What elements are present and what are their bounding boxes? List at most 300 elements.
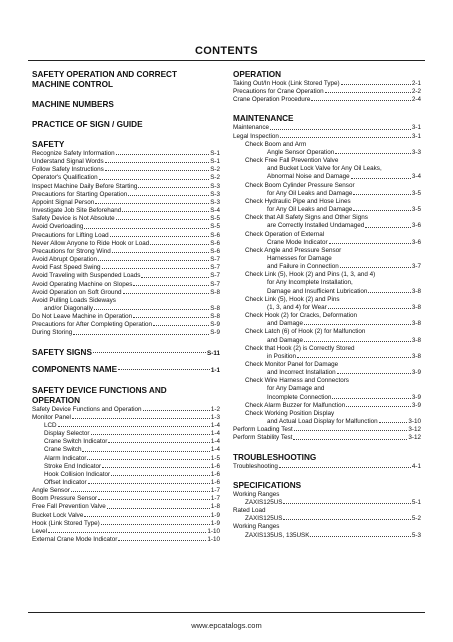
toc-entry[interactable] <box>233 402 421 410</box>
toc-entry-page: 3-12 <box>408 434 421 442</box>
toc-entry-page: 1-9 <box>210 519 220 527</box>
toc-entry-title: Check Free Fall Prevention Valve <box>245 157 339 165</box>
toc-entry[interactable] <box>233 523 421 531</box>
toc-entry[interactable] <box>32 455 220 463</box>
dot-leader <box>143 410 210 411</box>
dot-leader <box>107 508 210 509</box>
toc-entry[interactable] <box>32 281 220 289</box>
toc-entry-page: 3-8 <box>411 320 421 328</box>
toc-entry[interactable] <box>233 377 421 385</box>
toc-entry-page: 3-4 <box>411 173 421 181</box>
toc-entry-page: 1-4 <box>210 421 220 429</box>
toc-entry-title: Check Operation of External <box>245 230 325 238</box>
toc-entry-page: 3-6 <box>411 238 421 246</box>
dot-leader <box>102 467 210 468</box>
toc-entry-page: 3-7 <box>411 263 421 271</box>
toc-entry[interactable] <box>233 385 421 393</box>
toc-entry-page: S-6 <box>210 239 220 247</box>
toc-entry[interactable] <box>233 532 421 540</box>
toc-entry[interactable] <box>32 520 220 528</box>
toc-entry[interactable] <box>233 304 421 312</box>
toc-entry-title: Maintenance <box>233 124 270 132</box>
toc-entry-page: 3-9 <box>411 369 421 377</box>
toc-entry[interactable] <box>233 328 421 336</box>
toc-entry[interactable] <box>32 256 220 264</box>
toc-entry[interactable] <box>233 190 421 198</box>
toc-entry-title: Working Ranges <box>233 523 280 531</box>
bottom-rule <box>28 612 425 613</box>
dot-leader <box>138 187 209 188</box>
dot-leader <box>329 243 411 244</box>
safety-list <box>32 150 220 338</box>
toc-entry[interactable] <box>32 536 220 544</box>
toc-entry-page: 1-7 <box>210 487 220 495</box>
toc-entry-title: Crane Switch <box>44 446 82 454</box>
toc-entry[interactable] <box>233 410 421 418</box>
dot-leader <box>294 430 408 431</box>
toc-entry[interactable] <box>233 255 421 263</box>
toc-entry[interactable] <box>233 247 421 255</box>
toc-entry-title: Check Link (5), Hook (2) and Pins <box>245 295 340 303</box>
dot-leader <box>99 179 210 180</box>
toc-entry-title: During Storing <box>32 329 73 337</box>
toc-entry-page: 3-5 <box>411 189 421 197</box>
toc-entry-title: Display Selector <box>44 430 90 438</box>
specifications-list <box>233 491 421 540</box>
dot-leader <box>118 540 206 541</box>
toc-entry[interactable] <box>233 418 421 426</box>
toc-entry-title: Incomplete Connection <box>267 393 332 401</box>
toc-entry-page: S-9 <box>210 329 220 337</box>
toc-entry[interactable] <box>233 231 421 239</box>
toc-entry[interactable] <box>32 264 220 272</box>
dot-leader <box>353 194 410 195</box>
toc-entry-title: Avoid Operating Machine on Slopes <box>32 280 133 288</box>
toc-entry[interactable] <box>32 248 220 256</box>
toc-entry[interactable] <box>32 215 220 223</box>
dot-leader <box>123 293 210 294</box>
toc-entry-page: 1-4 <box>210 430 220 438</box>
dot-leader <box>82 451 209 452</box>
dot-leader <box>95 203 209 204</box>
toc-entry[interactable] <box>233 198 421 206</box>
toc-entry[interactable] <box>233 239 421 247</box>
toc-entry[interactable] <box>32 471 220 479</box>
toc-entry-title: Check Link (5), Hook (2) and Pins (1, 3, and 4) <box>245 271 376 279</box>
dot-leader <box>128 195 209 196</box>
maintenance-list <box>233 124 421 442</box>
toc-entry[interactable] <box>233 80 421 88</box>
toc-entry-title: Check Boom Cylinder Pressure Sensor <box>245 181 355 189</box>
toc-entry-title: Inspect Machine Daily Before Starting <box>32 182 138 190</box>
toc-entry-title: Do Not Leave Machine in Operation <box>32 313 133 321</box>
toc-entry-title: External Crane Mode Indicator <box>32 536 118 544</box>
toc-entry-title: Never Allow Anyone to Ride Hook or Load <box>32 239 150 247</box>
toc-entry[interactable] <box>32 430 220 438</box>
right-column <box>233 70 421 540</box>
toc-entry[interactable] <box>233 214 421 222</box>
toc-entry[interactable] <box>233 320 421 328</box>
dot-leader <box>84 228 209 229</box>
dot-leader <box>111 475 210 476</box>
toc-entry-page: 5-1 <box>411 498 421 506</box>
dot-leader <box>297 357 411 358</box>
toc-entry[interactable] <box>32 183 220 191</box>
toc-entry-title: Precautions for Starting Operation <box>32 190 128 198</box>
toc-entry-title: Troubleshooting <box>233 462 278 470</box>
toc-entry-page: 3-9 <box>411 393 421 401</box>
toc-entry[interactable] <box>233 491 421 499</box>
toc-entry-page: 1-2 <box>210 405 220 413</box>
toc-entry[interactable] <box>32 297 220 305</box>
toc-entry-title: and/or Diagonally <box>44 304 94 312</box>
toc-entry[interactable] <box>32 422 220 430</box>
toc-entry-title: Check Hook (2) for Cracks, Deformation <box>245 312 357 320</box>
toc-entry[interactable] <box>233 312 421 320</box>
toc-entry-title: and Damage <box>267 336 304 344</box>
toc-entry[interactable] <box>233 499 421 507</box>
toc-entry-page: 3-6 <box>411 222 421 230</box>
toc-entry[interactable] <box>32 305 220 313</box>
toc-entry-title: Check Working Position Display <box>245 409 335 417</box>
toc-entry-title: Harnesses for Damage <box>267 254 332 262</box>
toc-entry[interactable] <box>32 487 220 495</box>
toc-entry[interactable] <box>233 507 421 515</box>
toc-entry-title: Monitor Panel <box>32 413 71 421</box>
toc-entry-title: Crane Switch Indicator <box>44 438 108 446</box>
toc-entry-page: S-8 <box>210 313 220 321</box>
toc-entry-title: Investigate Job Site Beforehand <box>32 207 122 215</box>
toc-entry-title: ZAXIS125US <box>245 498 283 506</box>
toc-entry[interactable] <box>233 182 421 190</box>
toc-entry-title: (1, 3, and 4) for Wear <box>267 303 327 311</box>
toc-entry-title: Angle Sensor <box>32 487 70 495</box>
toc-entry-title: ZAXIS125US <box>245 515 283 523</box>
top-rule <box>28 60 425 61</box>
operation-list <box>233 80 421 104</box>
toc-entry[interactable] <box>32 528 220 536</box>
toc-entry-title: Damage and Insufficient Lubrication <box>267 287 368 295</box>
toc-entry-page: S-7 <box>210 280 220 288</box>
toc-entry-title: Check that All Safety Signs and Other Signs <box>245 214 368 222</box>
toc-entry-title: and Bucket Lock Valve for Any Oil Leaks, <box>267 165 382 173</box>
toc-entry-page: 1-6 <box>210 462 220 470</box>
dot-leader <box>110 236 210 237</box>
toc-entry-page: S-9 <box>210 321 220 329</box>
dot-leader <box>72 418 210 419</box>
toc-entry-page: 3-9 <box>411 401 421 409</box>
dot-leader <box>122 211 209 212</box>
toc-entry-title: Abnormal Noise and Damage <box>267 173 350 181</box>
toc-entry-page: 5-2 <box>411 515 421 523</box>
toc-entry-title: Check that Hook (2) is Correctly Stored <box>245 344 355 352</box>
toc-entry-page: S-4 <box>210 207 220 215</box>
toc-entry[interactable] <box>233 515 421 523</box>
toc-entry-page: S-7 <box>210 272 220 280</box>
toc-entry[interactable] <box>32 191 220 199</box>
toc-entry-title: Avoid Abrupt Operation <box>32 256 97 264</box>
toc-entry-title: Rated Load <box>233 507 266 515</box>
toc-entry-page: S-3 <box>210 190 220 198</box>
toc-entry[interactable] <box>32 223 220 231</box>
toc-entry-title: Hook Collision Indicator <box>44 470 111 478</box>
dot-leader <box>84 516 210 517</box>
toc-entry-title: for Any Oil Leaks and Damage <box>267 189 353 197</box>
dot-leader <box>351 178 411 179</box>
toc-entry-page: S-1 <box>210 150 220 157</box>
toc-entry-page: 1-3 <box>210 413 220 421</box>
toc-entry[interactable] <box>233 88 421 96</box>
toc-entry-title: Check Boom and Arm <box>245 140 307 148</box>
dot-leader <box>270 129 411 130</box>
toc-entry[interactable] <box>233 141 421 149</box>
dot-leader <box>340 267 411 268</box>
dot-leader <box>293 439 407 440</box>
dot-leader <box>108 442 210 443</box>
toc-entry-title: Follow Safety Instructions <box>32 166 104 174</box>
toc-entry-title: Precautions for Lifting Load <box>32 231 109 239</box>
toc-entry-title: Working Ranges <box>233 490 280 498</box>
heading-practice-of-sign: PRACTICE OF SIGN / GUIDE <box>32 120 143 129</box>
toc-entry-title: Avoid Overloading <box>32 223 84 231</box>
toc-entry-page: 1-9 <box>210 511 220 519</box>
toc-entry-title: and Incorrect Installation <box>267 369 336 377</box>
toc-entry[interactable] <box>32 406 220 414</box>
footer-watermark: www.epcatalogs.com <box>191 621 262 630</box>
toc-entry-page: S-8 <box>210 304 220 312</box>
heading-troubleshooting: TROUBLESHOOTING <box>233 452 317 462</box>
dot-leader <box>88 483 210 484</box>
toc-entry[interactable] <box>233 222 421 230</box>
heading-safety-device: SAFETY DEVICE FUNCTIONS AND OPERATION <box>32 385 167 405</box>
dot-leader <box>335 153 411 154</box>
toc-entry-title: Free Fall Prevention Valve <box>32 503 106 511</box>
toc-entry[interactable] <box>233 353 421 361</box>
dot-leader <box>87 459 210 460</box>
toc-entry-page: 3-12 <box>408 426 421 434</box>
toc-entry-title: Bucket Lock Valve <box>32 511 84 519</box>
toc-entry-title: for Any Incomplete Installation, <box>267 279 353 287</box>
toc-entry[interactable] <box>32 166 220 174</box>
toc-entry-title: Safety Device is Not Absolute <box>32 215 115 223</box>
toc-entry-title: ZAXIS135US, 135USK <box>245 531 310 539</box>
dot-leader <box>98 499 210 500</box>
dot-leader <box>153 325 209 326</box>
toc-entry[interactable] <box>233 133 421 141</box>
heading-operation: OPERATION <box>233 70 282 79</box>
toc-entry-page: 1-4 <box>210 446 220 454</box>
dot-leader <box>105 162 210 163</box>
toc-entry-title: Check Hydraulic Pipe and Hose Lines <box>245 197 351 205</box>
toc-entry[interactable] <box>32 289 220 297</box>
dot-leader <box>353 210 410 211</box>
heading-components-name: COMPONENTS NAME 1-1 <box>32 364 220 374</box>
toc-entry[interactable] <box>32 414 220 422</box>
toc-entry[interactable] <box>233 279 421 287</box>
toc-entry-page: 3-1 <box>411 132 421 140</box>
toc-entry[interactable] <box>233 206 421 214</box>
toc-entry-title: Perform Loading Test <box>233 426 293 434</box>
toc-entry[interactable] <box>233 394 421 402</box>
toc-entry-title: Legal Inspection <box>233 132 279 140</box>
toc-entry[interactable] <box>233 157 421 165</box>
toc-entry[interactable] <box>233 263 421 271</box>
toc-entry-page: 3-3 <box>411 148 421 156</box>
toc-entry-page: 3-10 <box>408 418 421 426</box>
dot-leader <box>325 92 411 93</box>
dot-leader <box>112 252 209 253</box>
toc-entry[interactable] <box>32 313 220 321</box>
toc-entry[interactable] <box>233 369 421 377</box>
toc-entry-title: Avoid Fast Speed Swing <box>32 264 101 272</box>
toc-entry-title: Crane Mode Indicator <box>267 238 328 246</box>
toc-entry-page: 3-8 <box>411 352 421 360</box>
toc-entry[interactable] <box>32 495 220 503</box>
dot-leader <box>98 260 209 261</box>
heading-safety: SAFETY <box>32 140 65 149</box>
heading-safety-signs: SAFETY SIGNS S-11 <box>32 347 220 357</box>
toc-entry-title: Boom Pressure Sensor <box>32 495 98 503</box>
toc-entry-title: Angle Sensor Operation <box>267 148 335 156</box>
toc-entry-title: Precautions for Crane Operation <box>233 88 324 96</box>
dot-leader <box>141 277 209 278</box>
toc-entry-title: for Any Oil Leaks and Damage <box>267 206 353 214</box>
dot-leader <box>379 422 408 423</box>
toc-entry-page: 2-4 <box>411 96 421 104</box>
toc-entry-title: Hook (Link Stored Type) <box>32 519 100 527</box>
dot-leader <box>102 268 210 269</box>
toc-entry-page: S-2 <box>210 174 220 182</box>
toc-entry-page: 1-10 <box>207 536 220 544</box>
toc-entry[interactable] <box>32 150 220 158</box>
dot-leader <box>328 308 411 309</box>
toc-entry[interactable] <box>233 345 421 353</box>
toc-entry-page: 1-6 <box>210 479 220 486</box>
dot-leader <box>365 227 411 228</box>
dot-leader <box>116 219 210 220</box>
toc-entry[interactable] <box>32 512 220 520</box>
toc-entry[interactable] <box>233 434 421 442</box>
toc-entry-page: 1-7 <box>210 495 220 503</box>
toc-entry[interactable] <box>32 232 220 240</box>
heading-machine-numbers: MACHINE NUMBERS <box>32 100 114 109</box>
heading-specifications: SPECIFICATIONS <box>233 480 302 490</box>
toc-entry-page: S-7 <box>210 256 220 264</box>
toc-entry-title: Offset Indicator <box>44 479 87 486</box>
toc-entry[interactable] <box>32 503 220 511</box>
dot-leader <box>310 536 410 537</box>
components-page: 1-1 <box>210 366 220 374</box>
toc-entry[interactable] <box>233 271 421 279</box>
toc-entry[interactable] <box>233 288 421 296</box>
dot-leader <box>116 154 210 155</box>
toc-entry-title: Appoint Signal Person <box>32 198 95 206</box>
toc-entry-title: Taking Out/In Hook (Link Stored Type) <box>233 80 340 87</box>
toc-entry[interactable] <box>32 479 220 487</box>
toc-entry[interactable] <box>32 329 220 337</box>
toc-entry[interactable] <box>233 337 421 345</box>
toc-entry[interactable] <box>32 463 220 471</box>
toc-entry-page: 4-1 <box>411 462 421 470</box>
toc-entry-title: for Any Damage and <box>267 385 325 393</box>
dot-leader <box>283 519 410 520</box>
dot-leader <box>73 334 209 335</box>
toc-entry-page: 3-8 <box>411 336 421 344</box>
toc-entry-title: Check Wire Harness and Connectors <box>245 377 349 385</box>
toc-entry-page: S-1 <box>210 158 220 166</box>
toc-entry[interactable] <box>233 96 421 104</box>
safety-device-list <box>32 406 220 545</box>
toc-entry-title: Precautions for Strong Wind <box>32 247 111 255</box>
dot-leader <box>368 292 411 293</box>
toc-entry-page: S-7 <box>210 264 220 272</box>
toc-entry[interactable] <box>32 174 220 182</box>
toc-entry[interactable] <box>32 446 220 454</box>
toc-entry[interactable] <box>233 173 421 181</box>
toc-entry-title: Avoid Traveling with Suspended Loads <box>32 272 141 280</box>
toc-entry-page: 3-5 <box>411 206 421 214</box>
toc-entry-title: Safety Device Functions and Operation <box>32 405 142 413</box>
toc-entry[interactable] <box>32 199 220 207</box>
dot-leader <box>279 467 411 468</box>
dot-leader <box>133 285 209 286</box>
dot-leader <box>94 309 209 310</box>
toc-entry-page: 3-8 <box>411 287 421 295</box>
toc-entry[interactable] <box>233 165 421 173</box>
toc-entry[interactable] <box>32 240 220 248</box>
dot-leader <box>105 170 209 171</box>
toc-entry-title: Check Alarm Buzzer for Malfunction <box>245 401 346 409</box>
dot-leader <box>150 244 209 245</box>
toc-entry[interactable] <box>233 149 421 157</box>
toc-entry-title: Recognize Safety Information <box>32 150 115 157</box>
toc-entry[interactable] <box>32 158 220 166</box>
toc-entry[interactable] <box>32 438 220 446</box>
toc-entry[interactable] <box>32 272 220 280</box>
left-column <box>32 70 220 544</box>
toc-entry[interactable] <box>233 124 421 132</box>
toc-entry-page: 1-8 <box>210 503 220 511</box>
toc-entry-page: 5-3 <box>411 531 421 539</box>
toc-entry[interactable] <box>233 463 421 471</box>
toc-entry[interactable] <box>233 426 421 434</box>
toc-entry-page: 3-8 <box>411 303 421 311</box>
toc-entry-title: Avoid Operation on Soft Ground <box>32 288 122 296</box>
toc-entry[interactable] <box>233 361 421 369</box>
toc-entry-title: in Position <box>267 352 297 360</box>
toc-entry-title: LCD <box>44 421 57 429</box>
troubleshooting-list <box>233 463 421 471</box>
dot-leader <box>71 491 210 492</box>
page-title: CONTENTS <box>195 45 258 57</box>
toc-entry[interactable] <box>233 296 421 304</box>
toc-entry-page: S-3 <box>210 198 220 206</box>
toc-entry-title: Check Angle and Pressure Sensor <box>245 246 342 254</box>
toc-entry-page: S-3 <box>210 182 220 190</box>
toc-entry[interactable] <box>32 321 220 329</box>
toc-entry-page: S-6 <box>210 231 220 239</box>
toc-entry-title: are Correctly Installed Undamaged <box>267 222 365 230</box>
dot-leader <box>58 426 210 427</box>
toc-entry-title: Check Latch (6) of Hook (2) for Malfunction <box>245 328 366 336</box>
dot-leader <box>337 373 411 374</box>
safety-signs-page: S-11 <box>207 349 220 357</box>
dot-leader <box>48 532 206 533</box>
toc-entry-title: Precautions for After Completing Operation <box>32 321 153 329</box>
dot-leader <box>304 341 411 342</box>
dot-leader <box>346 406 411 407</box>
toc-entry[interactable] <box>32 207 220 215</box>
